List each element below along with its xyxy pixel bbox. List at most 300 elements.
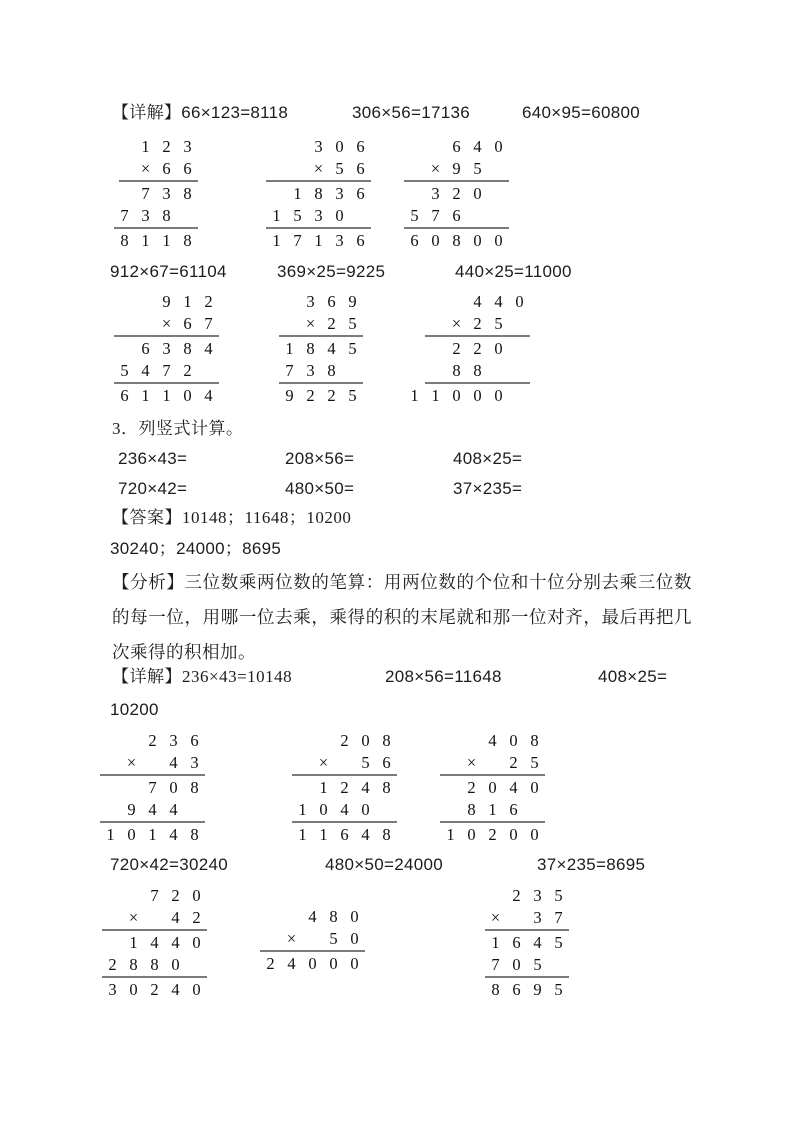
calc-rule-line bbox=[114, 335, 219, 337]
calc-digit-cell: 4 bbox=[473, 137, 482, 156]
calc-digit-cell: 0 bbox=[192, 980, 201, 999]
calc-digit-cell bbox=[266, 158, 287, 180]
problem3-title-row bbox=[0, 418, 793, 442]
calc-digit-cell: 1 bbox=[183, 292, 192, 311]
calc-digit-cell: 5 bbox=[530, 752, 539, 772]
calc-digit-cell bbox=[135, 313, 156, 335]
calc-digit-row bbox=[260, 928, 365, 950]
calc-digit-cell bbox=[342, 360, 363, 382]
calc-digit-cell: 0 bbox=[494, 137, 503, 156]
calc-rule-line bbox=[266, 180, 371, 182]
calc-digit-cell: 2 bbox=[150, 980, 159, 999]
calc-digit-cell: 8 bbox=[120, 231, 129, 250]
calc-digit-row bbox=[114, 205, 198, 227]
problem3-title: 3．列竖式计算。 bbox=[112, 419, 244, 438]
calc-digit-cell: 3 bbox=[533, 907, 542, 927]
calc-digit-cell: 7 bbox=[285, 360, 294, 380]
calc-digit-cell: 5 bbox=[473, 158, 482, 178]
calc-digit-row bbox=[292, 799, 397, 821]
calc-digit-cell bbox=[446, 291, 467, 313]
calc-digit-cell: 8 bbox=[452, 231, 461, 250]
calc-digit-cell: 1 bbox=[141, 386, 150, 405]
calc-digit-cell: 1 bbox=[491, 933, 500, 952]
calc-digit-cell bbox=[506, 907, 527, 929]
calc-digit-cell: 0 bbox=[361, 799, 370, 819]
worked-calc-306x56 bbox=[266, 136, 371, 252]
calc-digit-row bbox=[404, 205, 509, 227]
calc-digit-cell: 2 bbox=[473, 339, 482, 358]
problem-408x25: 408×25= bbox=[453, 449, 523, 468]
equation-37x235-result: 37×235=8695 bbox=[537, 855, 646, 874]
calc-digit-cell: 5 bbox=[494, 313, 503, 333]
calc-digit-row bbox=[485, 954, 569, 976]
answer-row-1 bbox=[0, 507, 793, 531]
detail1-equation-row-2 bbox=[0, 261, 793, 285]
calc-digit-cell bbox=[404, 338, 425, 360]
calc-digit-cell: 3 bbox=[306, 360, 315, 380]
calc-digit-cell: 7 bbox=[491, 954, 500, 974]
calc-rule-line bbox=[114, 227, 198, 229]
calc-rule-line bbox=[292, 774, 397, 776]
calc-digit-row bbox=[114, 230, 198, 252]
calc-digit-cell: 1 bbox=[319, 778, 328, 797]
calc-digit-cell: 0 bbox=[494, 386, 503, 405]
worked-calc-480x50 bbox=[260, 906, 365, 975]
calc-digit-cell: 6 bbox=[183, 158, 192, 178]
calc-digit-cell: 2 bbox=[204, 292, 213, 311]
calc-digit-row bbox=[404, 230, 509, 252]
calc-digit-row bbox=[260, 906, 365, 928]
calc-digit-cell: 0 bbox=[494, 339, 503, 358]
calc-digit-row bbox=[279, 291, 363, 313]
calc-rule-line bbox=[440, 821, 545, 823]
calc-digit-row bbox=[102, 932, 207, 954]
calc-digit-cell: 6 bbox=[452, 205, 461, 225]
calc-digit-cell: 3 bbox=[183, 137, 192, 156]
calc-digit-cell: 4 bbox=[327, 339, 336, 358]
calc-digit-cell: 5 bbox=[348, 386, 357, 405]
worked-calc-640x95 bbox=[404, 136, 509, 252]
multiply-sign: × bbox=[126, 752, 137, 772]
calc-digit-cell: 6 bbox=[356, 158, 365, 178]
calc-digit-cell: 9 bbox=[348, 292, 357, 311]
calc-digit-cell bbox=[102, 932, 123, 954]
calc-digit-cell: 3 bbox=[141, 205, 150, 225]
calc-digit-cell bbox=[425, 136, 446, 158]
calc-digit-cell: 7 bbox=[431, 205, 440, 225]
calc-digit-cell: 0 bbox=[169, 778, 178, 797]
calc-digit-cell bbox=[404, 158, 425, 180]
calc-digit-cell: 3 bbox=[335, 231, 344, 250]
calc-digit-cell: 2 bbox=[108, 954, 117, 974]
calc-digit-cell: 8 bbox=[183, 231, 192, 250]
calc-digit-cell: 1 bbox=[141, 231, 150, 250]
calc-digit-cell: 0 bbox=[473, 184, 482, 203]
calc-rule-line bbox=[114, 382, 219, 384]
calc-digit-row bbox=[100, 799, 205, 821]
calc-digit-cell: 4 bbox=[308, 907, 317, 926]
calc-digit-cell bbox=[404, 360, 425, 382]
calc-digit-cell bbox=[334, 752, 355, 774]
calc-digit-cell: 8 bbox=[190, 825, 199, 844]
calc-digit-cell: 2 bbox=[183, 360, 192, 380]
calc-digit-row bbox=[102, 954, 207, 976]
calc-digit-cell: 8 bbox=[162, 205, 171, 225]
multiply-sign: × bbox=[451, 313, 462, 333]
calc-digit-cell: 1 bbox=[298, 825, 307, 844]
calc-digit-cell: 2 bbox=[452, 339, 461, 358]
calc-digit-cell: 2 bbox=[171, 886, 180, 905]
calc-digit-cell bbox=[292, 777, 313, 799]
calc-digit-cell: 3 bbox=[162, 184, 171, 203]
calc-digit-cell: 0 bbox=[129, 980, 138, 999]
calc-digit-cell: 0 bbox=[361, 731, 370, 750]
calc-digit-cell: 4 bbox=[148, 799, 157, 819]
calc-digit-row bbox=[102, 885, 207, 907]
calc-digit-row bbox=[100, 824, 205, 846]
calc-digit-cell bbox=[279, 313, 300, 335]
worked-calc-720x42 bbox=[102, 885, 207, 1001]
calc-digit-cell: 8 bbox=[183, 339, 192, 358]
calc-digit-row bbox=[404, 313, 530, 335]
calc-digit-cell: 2 bbox=[192, 907, 201, 927]
multiply-sign: × bbox=[161, 313, 172, 333]
calc-digit-row bbox=[404, 338, 530, 360]
calc-digit-cell: 3 bbox=[533, 886, 542, 905]
calc-digit-cell: 8 bbox=[467, 799, 476, 819]
calc-digit-cell: 9 bbox=[452, 158, 461, 178]
calc-digit-row bbox=[485, 907, 569, 929]
problem-480x50: 480×50= bbox=[285, 479, 355, 498]
calc-digit-cell: 2 bbox=[509, 752, 518, 772]
calc-digit-row bbox=[100, 730, 205, 752]
calc-digit-cell: 4 bbox=[361, 825, 370, 844]
calc-digit-cell bbox=[425, 360, 446, 382]
calc-digit-cell: 6 bbox=[327, 292, 336, 311]
calc-rule-line bbox=[404, 227, 509, 229]
calc-digit-row bbox=[279, 338, 363, 360]
calc-digit-cell bbox=[121, 777, 142, 799]
calc-digit-cell: 0 bbox=[127, 825, 136, 844]
calc-digit-cell: 8 bbox=[314, 184, 323, 203]
calc-digit-cell: 6 bbox=[340, 825, 349, 844]
calc-digit-row bbox=[114, 313, 219, 335]
calc-digit-cell: 3 bbox=[314, 205, 323, 225]
calc-digit-cell: 0 bbox=[509, 731, 518, 750]
calc-digit-cell bbox=[509, 385, 530, 407]
equation-912x67: 912×67=61104 bbox=[110, 262, 227, 281]
calc-digit-cell: 5 bbox=[335, 158, 344, 178]
calc-digit-cell: 1 bbox=[446, 825, 455, 844]
calc-digit-cell bbox=[100, 799, 121, 821]
calc-digit-cell bbox=[260, 906, 281, 928]
worked-calc-236x43 bbox=[100, 730, 205, 846]
calc-digit-cell bbox=[485, 885, 506, 907]
calc-digit-cell bbox=[292, 730, 313, 752]
calc-digit-cell bbox=[467, 205, 488, 227]
calc-digit-cell: 0 bbox=[509, 825, 518, 844]
calc-digit-cell: 8 bbox=[530, 731, 539, 750]
calc-digit-cell: 6 bbox=[382, 752, 391, 772]
calc-digit-row bbox=[440, 730, 545, 752]
calc-digit-row bbox=[404, 385, 530, 407]
calc-digit-cell: 8 bbox=[382, 825, 391, 844]
calc-digit-row bbox=[114, 338, 219, 360]
calc-rule-line bbox=[266, 227, 371, 229]
calc-digit-row bbox=[440, 777, 545, 799]
calc-digit-cell: 0 bbox=[335, 205, 344, 225]
calc-digit-cell bbox=[350, 205, 371, 227]
calc-digit-cell: 3 bbox=[314, 137, 323, 156]
multiply-sign: × bbox=[490, 907, 501, 927]
calc-rule-line bbox=[279, 382, 363, 384]
worked-calc-235x37 bbox=[485, 885, 569, 1001]
calc-digit-cell bbox=[404, 291, 425, 313]
calc-rule-line bbox=[102, 976, 207, 978]
calc-digit-cell bbox=[292, 752, 313, 774]
calc-digit-cell: 0 bbox=[192, 886, 201, 905]
calc-digit-cell: 1 bbox=[148, 825, 157, 844]
calc-digit-cell bbox=[287, 136, 308, 158]
calc-digit-cell: 0 bbox=[431, 231, 440, 250]
calc-digit-cell: 1 bbox=[285, 339, 294, 358]
calc-digit-cell bbox=[114, 158, 135, 180]
calc-digit-cell bbox=[184, 799, 205, 821]
calc-digit-cell: 1 bbox=[293, 184, 302, 203]
calc-digit-cell bbox=[302, 928, 323, 950]
calc-digit-row bbox=[404, 291, 530, 313]
calc-digit-cell: 7 bbox=[150, 886, 159, 905]
calc-rule-line bbox=[279, 335, 363, 337]
calc-digit-cell: 6 bbox=[190, 731, 199, 750]
calc-digit-cell: 2 bbox=[162, 137, 171, 156]
calc-digit-cell bbox=[440, 799, 461, 821]
calc-digit-row bbox=[114, 158, 198, 180]
calc-digit-cell: 0 bbox=[530, 778, 539, 797]
calc-digit-row bbox=[292, 824, 397, 846]
calc-digit-cell: 4 bbox=[169, 752, 178, 772]
calc-digit-cell bbox=[100, 752, 121, 774]
answer-line-1: 【答案】10148；11648；10200 bbox=[112, 508, 352, 527]
calc-digit-cell: 5 bbox=[329, 928, 338, 948]
multiply-sign: × bbox=[305, 313, 316, 333]
calc-digit-cell bbox=[488, 360, 509, 382]
calc-digit-row bbox=[266, 230, 371, 252]
problem-37x235: 37×235= bbox=[453, 479, 523, 498]
calc-digit-cell: 0 bbox=[512, 954, 521, 974]
calc-digit-cell: 2 bbox=[327, 386, 336, 405]
calc-digit-cell bbox=[114, 313, 135, 335]
calc-digit-cell: 2 bbox=[340, 731, 349, 750]
calc-digit-cell: 9 bbox=[285, 386, 294, 405]
calc-digit-cell: 3 bbox=[169, 731, 178, 750]
calc-digit-cell: 0 bbox=[350, 954, 359, 973]
calc-digit-cell: 4 bbox=[361, 778, 370, 797]
detail2-equation-row bbox=[0, 666, 793, 690]
calc-digit-cell: 1 bbox=[162, 231, 171, 250]
worked-calc-369x25 bbox=[279, 291, 363, 407]
multiply-sign: × bbox=[313, 158, 324, 178]
calc-digit-cell: 6 bbox=[356, 231, 365, 250]
calc-rule-line bbox=[425, 335, 530, 337]
calc-digit-cell: 0 bbox=[192, 933, 201, 952]
answer-line-2: 30240；24000；8695 bbox=[110, 539, 282, 558]
calc-digit-cell bbox=[482, 752, 503, 774]
calc-rule-line bbox=[292, 821, 397, 823]
calc-digit-cell bbox=[281, 906, 302, 928]
calc-digit-cell: 4 bbox=[171, 933, 180, 952]
calc-digit-cell bbox=[266, 183, 287, 205]
calc-digit-row bbox=[102, 979, 207, 1001]
calc-rule-line bbox=[100, 774, 205, 776]
calc-digit-row bbox=[114, 136, 198, 158]
calc-digit-cell: 1 bbox=[106, 825, 115, 844]
calc-digit-row bbox=[279, 360, 363, 382]
calc-digit-cell: 4 bbox=[204, 339, 213, 358]
calc-digit-cell: 6 bbox=[410, 231, 419, 250]
calc-digit-cell: 2 bbox=[512, 886, 521, 905]
calc-digit-cell bbox=[548, 954, 569, 976]
calc-digit-cell bbox=[144, 907, 165, 929]
multiply-sign: × bbox=[430, 158, 441, 178]
calc-digit-cell: 7 bbox=[148, 778, 157, 797]
equation-720x42-result: 720×42=30240 bbox=[110, 855, 229, 874]
calc-digit-cell bbox=[135, 291, 156, 313]
calc-digit-cell: 0 bbox=[494, 231, 503, 250]
calc-digit-row bbox=[292, 752, 397, 774]
calc-digit-cell: 6 bbox=[162, 158, 171, 178]
calc-digit-cell bbox=[509, 313, 530, 335]
calc-digit-cell: 2 bbox=[473, 313, 482, 333]
calc-digit-row bbox=[404, 136, 509, 158]
calc-digit-cell: 0 bbox=[319, 799, 328, 819]
calc-digit-row bbox=[440, 752, 545, 774]
calc-digit-cell: 4 bbox=[150, 933, 159, 952]
calc-digit-cell: 2 bbox=[467, 778, 476, 797]
calc-digit-cell: 5 bbox=[361, 752, 370, 772]
equation-480x50-result: 480×50=24000 bbox=[325, 855, 444, 874]
calc-digit-cell: 3 bbox=[190, 752, 199, 772]
calc-digit-cell: 2 bbox=[148, 731, 157, 750]
calc-digit-cell: 4 bbox=[169, 799, 178, 819]
detail1-equation-row-1 bbox=[0, 102, 793, 126]
calc-digit-row bbox=[292, 730, 397, 752]
calc-digit-cell bbox=[102, 907, 123, 929]
equation-440x25: 440×25=11000 bbox=[455, 262, 572, 281]
calc-digit-cell: 1 bbox=[488, 799, 497, 819]
calc-digit-row bbox=[404, 158, 509, 180]
calc-digit-cell: 8 bbox=[382, 778, 391, 797]
calc-digit-cell: 5 bbox=[293, 205, 302, 225]
calc-digit-cell: 1 bbox=[272, 231, 281, 250]
calc-digit-cell: 9 bbox=[533, 980, 542, 999]
calc-digit-cell bbox=[114, 136, 135, 158]
calc-digit-cell: 0 bbox=[515, 292, 524, 311]
calc-digit-cell: 2 bbox=[340, 778, 349, 797]
calc-digit-cell: 8 bbox=[491, 980, 500, 999]
calc-digit-cell: 4 bbox=[488, 731, 497, 750]
calc-digit-cell: 7 bbox=[162, 360, 171, 380]
calc-digit-cell bbox=[279, 291, 300, 313]
calc-digit-cell: 2 bbox=[488, 825, 497, 844]
calc-digit-cell bbox=[404, 183, 425, 205]
calc-digit-cell: 9 bbox=[162, 292, 171, 311]
calc-digit-cell: 7 bbox=[293, 231, 302, 250]
calc-digit-cell bbox=[404, 313, 425, 335]
calc-rule-line bbox=[100, 821, 205, 823]
equation-408x25-overflow-value: 10200 bbox=[110, 700, 159, 719]
calc-digit-cell: 1 bbox=[298, 799, 307, 819]
equation-306x56: 306×56=17136 bbox=[352, 103, 471, 122]
calc-digit-cell: 5 bbox=[120, 360, 129, 380]
calc-digit-cell: 1 bbox=[162, 386, 171, 405]
calc-digit-row bbox=[485, 979, 569, 1001]
problem3-equations-row-2 bbox=[0, 478, 793, 502]
calc-digit-cell bbox=[509, 338, 530, 360]
calc-digit-cell: 8 bbox=[129, 954, 138, 974]
calc-digit-row bbox=[100, 752, 205, 774]
calc-digit-cell: 4 bbox=[509, 778, 518, 797]
calc-digit-cell: 6 bbox=[141, 339, 150, 358]
calc-digit-row bbox=[440, 799, 545, 821]
calc-digit-cell: 0 bbox=[329, 954, 338, 973]
calc-digit-cell: 1 bbox=[410, 386, 419, 405]
calc-digit-cell: 6 bbox=[120, 386, 129, 405]
calc-digit-cell: 8 bbox=[329, 907, 338, 926]
calc-digit-cell: 8 bbox=[306, 339, 315, 358]
calc-digit-cell: 4 bbox=[533, 933, 542, 952]
calc-rule-line bbox=[485, 929, 569, 931]
calc-digit-cell bbox=[404, 136, 425, 158]
answer-row-2 bbox=[0, 538, 793, 562]
calc-digit-cell: 8 bbox=[382, 731, 391, 750]
calc-digit-row bbox=[100, 777, 205, 799]
calc-digit-row bbox=[404, 183, 509, 205]
worked-calc-208x56 bbox=[292, 730, 397, 846]
calc-digit-row bbox=[266, 183, 371, 205]
calc-digit-cell: 3 bbox=[108, 980, 117, 999]
calc-digit-cell bbox=[260, 928, 281, 950]
equation-408x25-result: 408×25= bbox=[598, 667, 668, 686]
calc-digit-cell: 6 bbox=[356, 184, 365, 203]
calc-digit-cell: 8 bbox=[190, 778, 199, 797]
calc-digit-row bbox=[404, 360, 530, 382]
calc-digit-cell: 5 bbox=[533, 954, 542, 974]
problem3-equations-row-1 bbox=[0, 448, 793, 472]
calc-digit-cell: 3 bbox=[335, 184, 344, 203]
calc-digit-cell: 5 bbox=[348, 313, 357, 333]
calc-digit-cell: 7 bbox=[141, 184, 150, 203]
worked-calc-408x25 bbox=[440, 730, 545, 846]
calc-digit-cell: 6 bbox=[509, 799, 518, 819]
calc-digit-cell: 6 bbox=[356, 137, 365, 156]
calc-digit-cell: 0 bbox=[183, 386, 192, 405]
calc-digit-cell: 5 bbox=[554, 980, 563, 999]
problem-208x56: 208×56= bbox=[285, 449, 355, 468]
calc-digit-cell bbox=[198, 360, 219, 382]
multiply-sign: × bbox=[466, 752, 477, 772]
calc-digit-cell: 0 bbox=[452, 386, 461, 405]
calc-digit-cell bbox=[186, 954, 207, 976]
calc-digit-cell: 4 bbox=[287, 954, 296, 973]
calc-rule-line bbox=[425, 382, 530, 384]
calc-digit-cell: 5 bbox=[410, 205, 419, 225]
calc-digit-cell bbox=[488, 158, 509, 180]
calc-rule-line bbox=[404, 180, 509, 182]
equation-66x123: 【详解】66×123=8118 bbox=[112, 103, 289, 122]
equation-236x43-result: 【详解】236×43=10148 bbox=[112, 667, 293, 686]
calc-digit-row bbox=[266, 136, 371, 158]
